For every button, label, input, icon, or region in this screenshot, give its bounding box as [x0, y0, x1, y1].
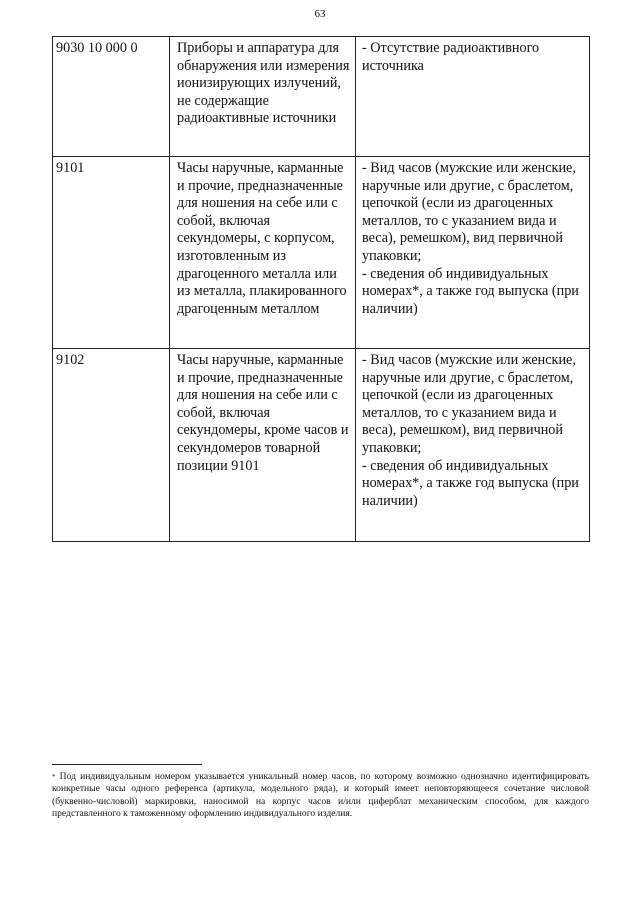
info-line: - Вид часов (мужские или женские, наручные или другие, с браслетом, цепочкой (если из драгоценных металлов, то с указанием вида и веса), ремешком), вид первичной упаковки; [362, 352, 576, 456]
footnote-text: Под индивидуальным номером указывается уникальный номер часов, по которому возможно однозначно идентифицировать конкретные часы одного референса (артикула, модельного ряда), и который имеет неповторяющееся сочетание числовой (буквенно-числовой) маркировки, наносимой на корпус часов и/или циферблат механическим способом, для каждого представленного к таможенному оформлению индивидуального изделия. [52, 771, 589, 820]
footnote [52, 771, 589, 821]
code-cell: 9030 10 000 0 [53, 37, 170, 157]
table-row [53, 157, 590, 349]
info-cell [356, 157, 590, 349]
description-cell: Часы наручные, карманные и прочие, предназначенные для ношения на себе или с собой, включая секундомеры, кроме часов и секундомеров товарной позиции 9101 [170, 349, 356, 542]
info-line: - Вид часов (мужские или женские, наручные или другие, с браслетом, цепочкой (если из драгоценных металлов, то с указанием вида и веса), ремешком), вид первичной упаковки; [362, 160, 576, 264]
info-line: - сведения об индивидуальных номерах*, а также год выпуска (при наличии) [362, 265, 579, 317]
description-cell: Приборы и аппаратура для обнаружения или измерения ионизирующих излучений, не содержащие радиоактивные источники [170, 37, 356, 157]
info-line: - сведения об индивидуальных номерах*, а также год выпуска (при наличии) [362, 457, 579, 509]
table-row [53, 37, 590, 157]
info-cell [356, 37, 590, 157]
info-line: - Отсутствие радиоактивного источника [362, 40, 540, 74]
info-cell [356, 349, 590, 542]
code-cell: 9101 [53, 157, 170, 349]
page-number: 63 [314, 8, 326, 20]
table-row [53, 349, 590, 542]
code-cell: 9102 [53, 349, 170, 542]
footnote-divider [52, 764, 202, 765]
footnote-marker: * [52, 773, 56, 781]
goods-table [52, 36, 590, 542]
description-cell: Часы наручные, карманные и прочие, предназначенные для ношения на себе или с собой, включая секундомеры, с корпусом, изготовленным из драгоценного металла или из металла, плакированного драгоценным металлом [170, 157, 356, 349]
